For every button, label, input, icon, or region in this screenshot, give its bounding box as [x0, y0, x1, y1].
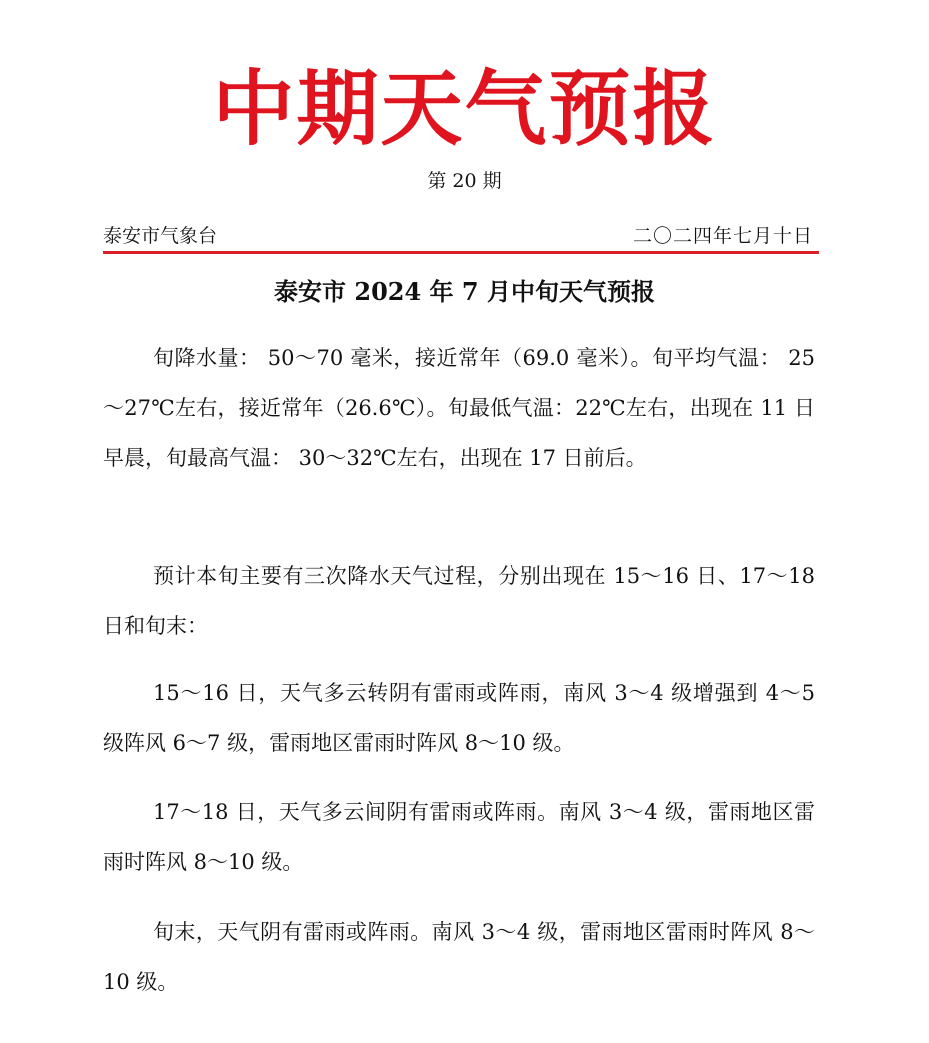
- issue-number: 第 20 期: [427, 170, 502, 192]
- paragraph-end-of-period: 旬末，天气阴有雷雨或阵雨。南风 3～4 级，雷雨地区雷雨时阵风 8～10 级。: [103, 920, 815, 994]
- paragraph-rain-overview: 预计本旬主要有三次降水天气过程，分别出现在 15～16 日、17～18 日和旬末：: [103, 564, 815, 638]
- paragraph-day-15-16: 15～16 日，天气多云转阴有雷雨或阵雨，南风 3～4 级增强到 4～5 级阵风 6～7 级，雷雨地区雷雨时阵风 8～10 级。: [103, 681, 815, 755]
- header-divider: [103, 251, 819, 254]
- issuer-date-row: [103, 222, 819, 250]
- issuer-name: 泰安市气象台: [103, 225, 218, 247]
- masthead-title: 中期天气预报: [212, 62, 717, 157]
- paragraph-day-17-18: 17～18 日，天气多云间阴有雷雨或阵雨。南风 3～4 级，雷雨地区雷雨时阵风 8～10 级。: [103, 800, 815, 874]
- paragraph-temperature-precipitation: 旬降水量： 50～70 毫米，接近常年（69.0 毫米）。旬平均气温： 25～27℃左右，接近常年（26.6℃）。旬最低气温：22℃左右，出现在 11 日早晨，旬最高气温： 30～32℃左右，出现在 17 日前后。: [103, 346, 815, 470]
- issue-date: 二〇二四年七月十日: [632, 225, 813, 247]
- document-title: 泰安市 2024 年 7 月中旬天气预报: [274, 277, 655, 306]
